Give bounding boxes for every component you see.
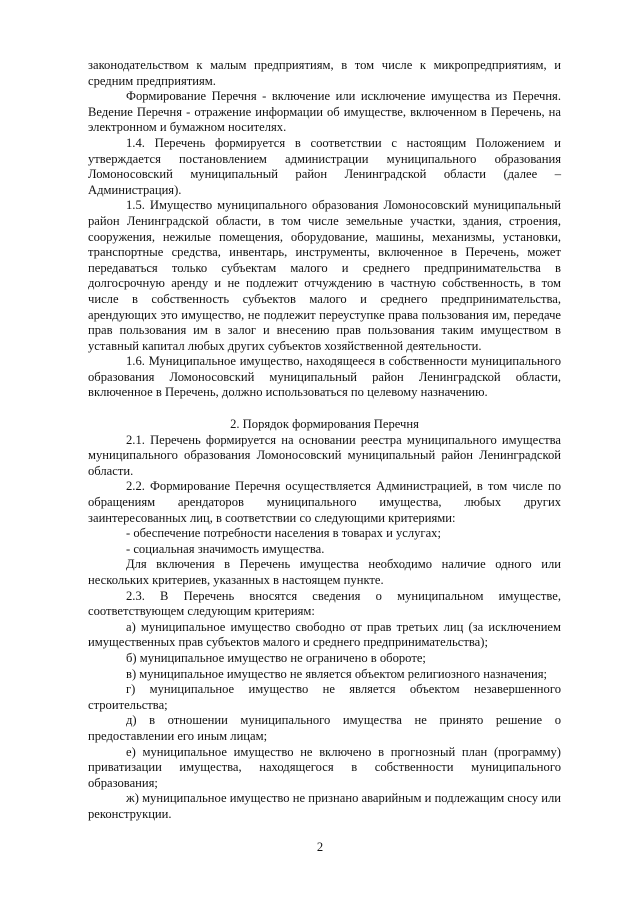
list-item: д) в отношении муниципального имущества не принято решение о предоставлении его иным лицам;: [88, 713, 561, 743]
list-item: ж) муниципальное имущество не признано аварийным и подлежащим сносу или реконструкции.: [88, 791, 561, 821]
list-item: г) муниципальное имущество не является объектом незавершенного строительства;: [88, 682, 561, 712]
paragraph-definition: Формирование Перечня - включение или исключение имущества из Перечня. Ведение Перечня - отражение информации об имуществе, включенном в Перечень, на электронном и бумажном носителях.: [88, 89, 561, 135]
paragraph-1-4: 1.4. Перечень формируется в соответствии с настоящим Положением и утверждается постановлением администрации муниципального образования Ломоносовский муниципальный район Ленинградской области (далее – Администрация).: [88, 135, 561, 197]
document-page: [88, 58, 561, 823]
paragraph-criteria-note: Для включения в Перечень имущества необходимо наличие одного или нескольких критериев, указанных в настоящем пункте.: [88, 557, 561, 587]
list-item: - обеспечение потребности населения в товарах и услугах;: [126, 526, 441, 541]
list-item: - социальная значимость имущества.: [126, 541, 325, 556]
paragraph-2-3: 2.3. В Перечень вносятся сведения о муниципальном имуществе, соответствующем следующим критериям:: [88, 588, 561, 619]
list-item: в) муниципальное имущество не является объектом религиозного назначения;: [126, 666, 548, 681]
section-heading: 2. Порядок формирования Перечня: [230, 417, 419, 432]
paragraph-1-6: 1.6. Муниципальное имущество, находящееся в собственности муниципального образования Ломоносовский муниципальный район Ленинградской области, включенное в Перечень, должно использоваться по целевому назначению.: [88, 354, 561, 400]
list-item: а) муниципальное имущество свободно от прав третьих лиц (за исключением имущественных прав субъектов малого и среднего предпринимательства);: [88, 619, 561, 650]
paragraph-2-2: 2.2. Формирование Перечня осуществляется Администрацией, в том числе по обращениям арендаторов муниципального имущества, любых других заинтересованных лиц, в соответствии со следующими критериями:: [88, 479, 561, 525]
list-item: б) муниципальное имущество не ограничено в обороте;: [126, 650, 426, 665]
page-number: 2: [316, 840, 324, 854]
paragraph-2-1: 2.1. Перечень формируется на основании реестра муниципального имущества муниципального образования Ломоносовский муниципальный район Ленинградской области.: [88, 432, 561, 478]
paragraph-1-5: 1.5. Имущество муниципального образования Ломоносовский муниципальный район Ленинградской области, в том числе земельные участки, здания, строения, сооружения, нежилые помещения, оборудование, машины, механизмы, установки, транспортные средства, инвентарь, инструменты, включенное в Перечень, может передаваться только субъектам малого и среднего предпринимательства в долгосрочную аренду и не подлежит отчуждению в частную собственность, в том числе в собственность субъектов малого и среднего предпринимательства, арендующих это имущество, не подлежит переуступке права пользования им, передаче прав пользования им в залог и внесению прав пользования таким имуществом в уставный капитал любых других субъектов хозяйственной деятельности.: [88, 198, 561, 353]
paragraph-intro: законодательством к малым предприятиям, в том числе к микропредприятиям, и средним предприятиям.: [88, 58, 561, 88]
list-item: е) муниципальное имущество не включено в прогнозный план (программу) приватизации имущества, находящегося в собственности муниципального образования;: [88, 744, 561, 790]
